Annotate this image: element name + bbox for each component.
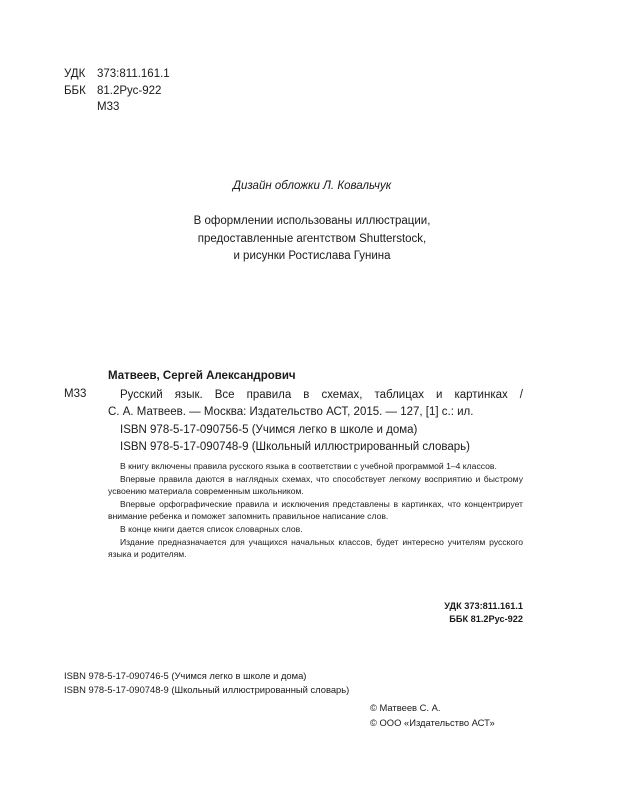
udk-row (64, 66, 170, 83)
annotation-paragraph: В конце книги дается список словарных слов. (120, 523, 303, 534)
udk-label: УДК (64, 68, 86, 80)
author-mark: М33 (97, 101, 120, 113)
annotation-paragraph: Впервые орфографические правила и исключения представлены в картинках, что концентрирует внимание ребенка и поможет запомнить правильное написание слов. (108, 498, 523, 522)
entry-title-line: С. А. Матвеев. — Москва: Издательство АСТ, 2015. — 127, [1] с.: ил. (108, 406, 474, 418)
copyright-block (370, 701, 495, 730)
classification-bbk: ББК 81.2Рус-922 (449, 614, 523, 624)
copyright-line: © ООО «Издательство АСТ» (370, 716, 495, 728)
entry-title-line: Русский язык. Все правила в схемах, таблицах и картинках / (120, 389, 523, 401)
illustrations-line: В оформлении использованы иллюстрации, (193, 215, 431, 227)
entry-code: М33 (64, 388, 87, 400)
annotation (108, 460, 523, 561)
cover-design-credit: Дизайн обложки Л. Ковальчук (232, 180, 392, 192)
top-classification-codes (64, 66, 170, 116)
bbk-row (64, 83, 170, 100)
entry-description (108, 387, 523, 421)
annotation-paragraph: В книгу включены правила русского языка в соответствии с учебной программой 1–4 классов. (120, 461, 497, 471)
entry-isbn: ISBN 978-5-17-090748-9 (Школьный иллюстрированный словарь) (120, 441, 470, 453)
illustrations-line: и рисунки Ростислава Гунина (233, 250, 391, 262)
bbk-label: ББК (64, 84, 86, 97)
author-mark-row (64, 99, 170, 116)
illustrations-line: предоставленные агентством Shutterstock, (197, 232, 427, 245)
classification-udk: УДК 373:811.161.1 (444, 601, 523, 611)
udk-value: 373:811.161.1 (97, 68, 170, 80)
entry-author: Матвеев, Сергей Александрович (108, 370, 296, 382)
bottom-isbn-list (64, 669, 349, 697)
bottom-isbn: ISBN 978-5-17-090746-5 (Учимся легко в школе и дома) (64, 670, 307, 681)
illustrations-credit (0, 213, 624, 266)
bottom-isbn: ISBN 978-5-17-090748-9 (Школьный иллюстрированный словарь) (64, 684, 350, 695)
annotation-paragraph: Впервые правила даются в наглядных схемах, что способствует легкому восприятию и быстрому усвоению материала современным школьником. (108, 473, 523, 497)
annotation-paragraph: Издание предназначается для учащихся начальных классов, будет интересно учителям русского языка и родителям. (108, 536, 523, 560)
entry-isbn: ISBN 978-5-17-090756-5 (Учимся легко в школе и дома) (120, 424, 418, 436)
copyright-line: © Матвеев С. А. (370, 702, 441, 713)
classification-codes (0, 600, 523, 626)
bbk-value: 81.2Рус-922 (97, 84, 162, 97)
